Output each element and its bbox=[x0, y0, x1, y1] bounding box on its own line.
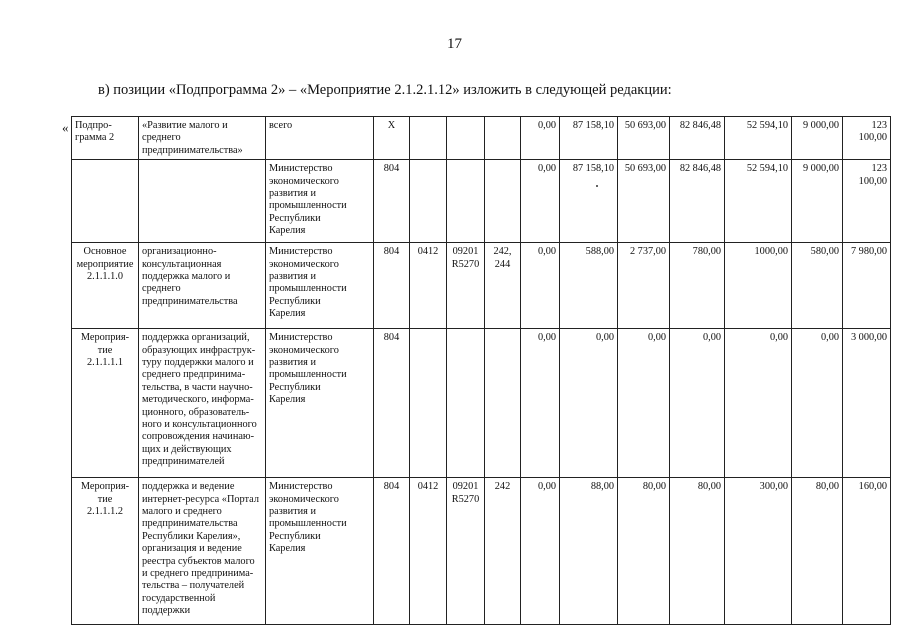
executor-cell-line: развития и bbox=[269, 506, 316, 518]
amount-cell-v5: 52 594,10 bbox=[725, 117, 792, 160]
status-cell-line: мероприятие bbox=[76, 258, 134, 270]
amount-cell-v2: 88,00 bbox=[560, 478, 618, 625]
status-cell-line: грамма 2 bbox=[75, 132, 115, 144]
name-cell bbox=[139, 478, 266, 625]
executor-cell-line: промышленности bbox=[269, 369, 347, 381]
name-cell-line: поддержка малого и bbox=[142, 271, 231, 283]
amount-cell-v1: 0,00 bbox=[521, 160, 560, 243]
table-row bbox=[72, 329, 891, 478]
table-row bbox=[72, 478, 891, 625]
name-cell-line: поддержка и ведение bbox=[142, 481, 235, 493]
status-cell bbox=[72, 160, 139, 243]
name-cell-line: предпринимательства bbox=[142, 518, 238, 530]
csr-cell bbox=[447, 243, 485, 329]
grbs-cell: 804 bbox=[374, 329, 410, 478]
status-cell-line: 2.1.1.1.1 bbox=[86, 357, 124, 369]
executor-cell-line: экономического bbox=[269, 258, 339, 270]
name-cell-line: организация и ведение bbox=[142, 543, 242, 555]
executor-cell-line: Карелия bbox=[269, 308, 306, 320]
name-cell-line: поддержки bbox=[142, 605, 191, 617]
executor-cell-line: Министерство bbox=[269, 481, 333, 493]
csr-cell-line: 09201 bbox=[452, 246, 479, 258]
amount-cell-v6: 80,00 bbox=[792, 478, 843, 625]
csr-cell bbox=[447, 117, 485, 160]
name-cell-line: предпринимательства» bbox=[142, 144, 243, 156]
status-cell bbox=[72, 478, 139, 625]
name-cell-line: тельства – получателей bbox=[142, 580, 245, 592]
amount-cell-v6: 9 000,00 bbox=[792, 160, 843, 243]
executor-cell bbox=[266, 478, 374, 625]
name-cell-line: туру поддержки малого и bbox=[142, 357, 254, 369]
name-cell-line: методического, информа- bbox=[142, 394, 254, 406]
status-cell-line: Подпро- bbox=[75, 120, 112, 131]
amount-cell-v2: 588,00 bbox=[560, 243, 618, 329]
csr-cell bbox=[447, 160, 485, 243]
status-cell-line: Мероприя- bbox=[80, 481, 130, 493]
amount-cell-v3: 50 693,00 bbox=[618, 160, 670, 243]
name-cell-line: организационно- bbox=[142, 246, 217, 258]
name-cell-line: предпринимательства bbox=[142, 295, 238, 307]
name-cell-line: среднего bbox=[142, 132, 181, 144]
amount-cell-v7: 7 980,00 bbox=[843, 243, 891, 329]
vr-cell-line: 244 bbox=[494, 258, 511, 270]
amount-cell-v5: 0,00 bbox=[725, 329, 792, 478]
open-quote-mark: « bbox=[62, 120, 69, 135]
grbs-cell: 804 bbox=[374, 160, 410, 243]
amount-cell-v5: 300,00 bbox=[725, 478, 792, 625]
amount-cell-v3: 0,00 bbox=[618, 329, 670, 478]
csr-cell-line: 09201 bbox=[452, 481, 479, 493]
name-cell-line: малого и среднего bbox=[142, 506, 222, 518]
vr-cell-line: 242 bbox=[494, 481, 511, 493]
executor-cell-line: Министерство bbox=[269, 163, 333, 175]
amount-cell-v5: 1000,00 bbox=[725, 243, 792, 329]
executor-cell bbox=[266, 243, 374, 329]
amount-cell-v1: 0,00 bbox=[521, 243, 560, 329]
amount-cell-v5: 52 594,10 bbox=[725, 160, 792, 243]
executor-cell-line: Республики bbox=[269, 530, 321, 542]
name-cell-line: Республики Карелия», bbox=[142, 530, 241, 542]
executor-cell bbox=[266, 160, 374, 243]
name-cell-line: предпринимателей bbox=[142, 456, 225, 468]
budget-table bbox=[71, 116, 891, 625]
vr-cell bbox=[485, 160, 521, 243]
amount-cell-v4: 0,00 bbox=[670, 329, 725, 478]
executor-cell-line: Карелия bbox=[269, 394, 306, 406]
executor-cell-line: экономического bbox=[269, 344, 339, 356]
executor-cell-line: всего bbox=[269, 120, 293, 131]
name-cell-line: государственной bbox=[142, 592, 216, 604]
amount-cell-v3: 2 737,00 bbox=[618, 243, 670, 329]
executor-cell-line: развития и bbox=[269, 357, 316, 369]
executor-cell-line: развития и bbox=[269, 188, 316, 200]
name-cell-line: и среднего предпринима- bbox=[142, 568, 254, 580]
amount-cell-v3: 50 693,00 bbox=[618, 117, 670, 160]
name-cell bbox=[139, 243, 266, 329]
status-cell-line: 2.1.1.1.2 bbox=[86, 506, 124, 518]
amount-cell-v7: 160,00 bbox=[843, 478, 891, 625]
amount-cell-v4: 82 846,48 bbox=[670, 117, 725, 160]
name-cell-line: щих и действующих bbox=[142, 443, 232, 455]
status-cell-line: тие bbox=[97, 493, 113, 505]
table-row bbox=[72, 243, 891, 329]
amount-cell-v7: 123 100,00 bbox=[843, 160, 891, 243]
csr-cell bbox=[447, 329, 485, 478]
executor-cell-line: Республики bbox=[269, 381, 321, 393]
amount-cell-v6: 9 000,00 bbox=[792, 117, 843, 160]
amount-cell-v4: 780,00 bbox=[670, 243, 725, 329]
status-cell bbox=[72, 329, 139, 478]
vr-cell bbox=[485, 117, 521, 160]
executor-cell-line: Республики bbox=[269, 212, 321, 224]
name-cell-line: ного и консультационного bbox=[142, 419, 257, 431]
amount-cell-v7: 123 100,00 bbox=[843, 117, 891, 160]
amount-cell-v2: 0,00 bbox=[560, 329, 618, 478]
executor-cell bbox=[266, 117, 374, 160]
status-cell bbox=[72, 243, 139, 329]
name-cell bbox=[139, 117, 266, 160]
amount-cell-v6: 0,00 bbox=[792, 329, 843, 478]
vr-cell-line: 242, bbox=[493, 246, 512, 258]
executor-cell-line: Министерство bbox=[269, 332, 333, 344]
executor-cell bbox=[266, 329, 374, 478]
rzpr-cell: 0412 bbox=[410, 478, 447, 625]
executor-cell-line: Карелия bbox=[269, 225, 306, 237]
name-cell-line: интернет-ресурса «Портал bbox=[142, 493, 259, 505]
csr-cell bbox=[447, 478, 485, 625]
status-cell bbox=[72, 117, 139, 160]
amount-cell-v4: 82 846,48 bbox=[670, 160, 725, 243]
vr-cell bbox=[485, 243, 521, 329]
csr-cell-line: R5270 bbox=[451, 258, 480, 270]
amount-cell-v1: 0,00 bbox=[521, 478, 560, 625]
name-cell-line: поддержка организаций, bbox=[142, 332, 250, 344]
table-row bbox=[72, 160, 891, 243]
name-cell bbox=[139, 329, 266, 478]
status-cell-line: Мероприя- bbox=[80, 332, 130, 344]
executor-cell-line: промышленности bbox=[269, 518, 347, 530]
amount-cell-v2: 87 158,10 bbox=[560, 117, 618, 160]
executor-cell-line: экономического bbox=[269, 175, 339, 187]
executor-cell-line: Карелия bbox=[269, 543, 306, 555]
executor-cell-line: развития и bbox=[269, 271, 316, 283]
vr-cell bbox=[485, 478, 521, 625]
executor-cell-line: промышленности bbox=[269, 200, 347, 212]
amount-cell-v4: 80,00 bbox=[670, 478, 725, 625]
page-number: 17 bbox=[447, 36, 462, 52]
grbs-cell: Х bbox=[374, 117, 410, 160]
amount-cell-v1: 0,00 bbox=[521, 329, 560, 478]
intro-text: в) позиции «Подпрограмма 2» – «Мероприятие 2.1.2.1.12» изложить в следующей редакции: bbox=[98, 82, 672, 98]
amount-cell-v1: 0,00 bbox=[521, 117, 560, 160]
csr-cell-line: R5270 bbox=[451, 493, 480, 505]
executor-cell-line: Министерство bbox=[269, 246, 333, 258]
status-cell-line: тие bbox=[97, 344, 113, 356]
rzpr-cell bbox=[410, 160, 447, 243]
executor-cell-line: экономического bbox=[269, 493, 339, 505]
name-cell-line: реестра субъектов малого bbox=[142, 555, 255, 567]
name-cell-line: консультационная bbox=[142, 258, 222, 270]
status-cell-line: Основное bbox=[83, 246, 127, 258]
rzpr-cell: 0412 bbox=[410, 243, 447, 329]
rzpr-cell bbox=[410, 117, 447, 160]
amount-cell-v2: 87 158,10 bbox=[560, 160, 618, 243]
status-cell-line: 2.1.1.1.0 bbox=[86, 271, 124, 283]
rzpr-cell bbox=[410, 329, 447, 478]
name-cell-line: среднего предпринима- bbox=[142, 369, 246, 381]
table-row bbox=[72, 117, 891, 160]
grbs-cell: 804 bbox=[374, 478, 410, 625]
name-cell-line: сопровождения начинаю- bbox=[142, 431, 255, 443]
grbs-cell: 804 bbox=[374, 243, 410, 329]
amount-cell-v7: 3 000,00 bbox=[843, 329, 891, 478]
name-cell bbox=[139, 160, 266, 243]
executor-cell-line: Республики bbox=[269, 295, 321, 307]
amount-cell-v6: 580,00 bbox=[792, 243, 843, 329]
amount-cell-v3: 80,00 bbox=[618, 478, 670, 625]
name-cell-line: ционного, образователь- bbox=[142, 406, 250, 418]
vr-cell bbox=[485, 329, 521, 478]
name-cell-line: среднего bbox=[142, 283, 181, 295]
name-cell-line: образующих инфраструк- bbox=[142, 344, 256, 356]
executor-cell-line: промышленности bbox=[269, 283, 347, 295]
name-cell-line: тельства, в части научно- bbox=[142, 381, 253, 393]
name-cell-line: «Развитие малого и bbox=[142, 120, 228, 131]
